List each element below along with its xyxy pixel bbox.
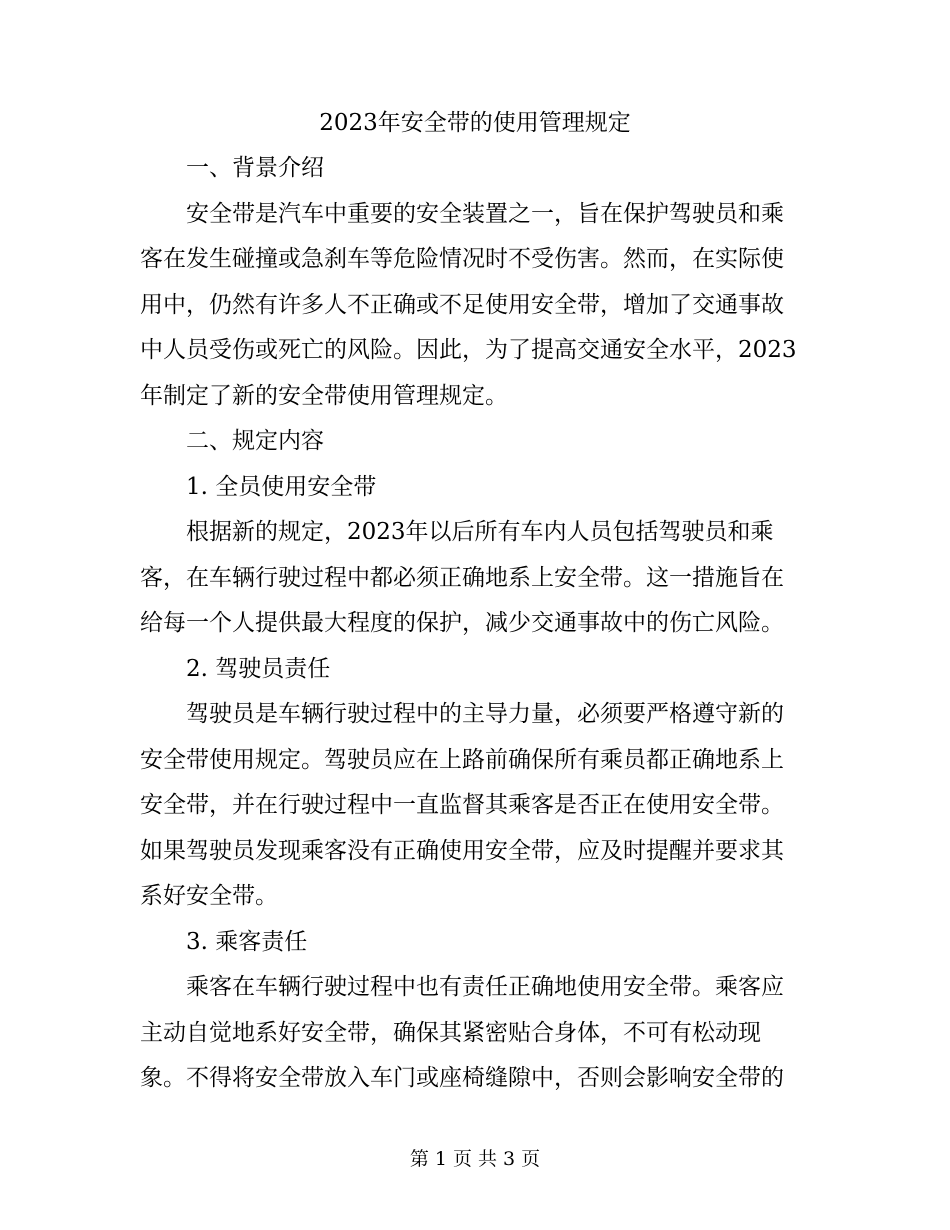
section-heading-background: 一、背景介绍 [186, 155, 324, 181]
subheading-driver-responsibility: 2. 驾驶员责任 [186, 655, 331, 682]
document-body [140, 146, 800, 1102]
page-footer: 第 1 页 共 3 页 [409, 1148, 541, 1170]
page-title: 2023年安全带的使用管理规定 [319, 110, 631, 136]
paragraph-background: 安全带是汽车中重要的安全装置之一，旨在保护驾驶员和乘客在发生碰撞或急刹车等危险情况时不受伤害。然而，在实际使用中，仍然有许多人不正确或不足使用安全带，增加了交通事故中人员受伤或死亡的风险。因此，为了提高交通安全水平，2023年制定了新的安全带使用管理规定。 [140, 200, 797, 409]
section-heading-content: 二、规定内容 [186, 428, 324, 454]
subheading-passenger-responsibility: 3. 乘客责任 [186, 928, 308, 955]
paragraph-passenger-responsibility: 乘客在车辆行驶过程中也有责任正确地使用安全带。乘客应主动自觉地系好安全带，确保其紧密贴合身体，不可有松动现象。不得将安全带放入车门或座椅缝隙中，否则会影响安全带的 [140, 974, 784, 1091]
paragraph-driver-responsibility: 驾驶员是车辆行驶过程中的主导力量，必须要严格遵守新的安全带使用规定。驾驶员应在上路前确保所有乘员都正确地系上安全带，并在行驶过程中一直监督其乘客是否正在使用安全带。如果驾驶员发现乘客没有正确使用安全带，应及时提醒并要求其系好安全带。 [140, 701, 784, 909]
paragraph-all-passengers: 根据新的规定，2023年以后所有车内人员包括驾驶员和乘客，在车辆行驶过程中都必须正确地系上安全带。这一措施旨在给每一个人提供最大程度的保护，减少交通事故中的伤亡风险。 [140, 519, 784, 636]
subheading-all-passengers: 1. 全员使用安全带 [186, 473, 377, 500]
